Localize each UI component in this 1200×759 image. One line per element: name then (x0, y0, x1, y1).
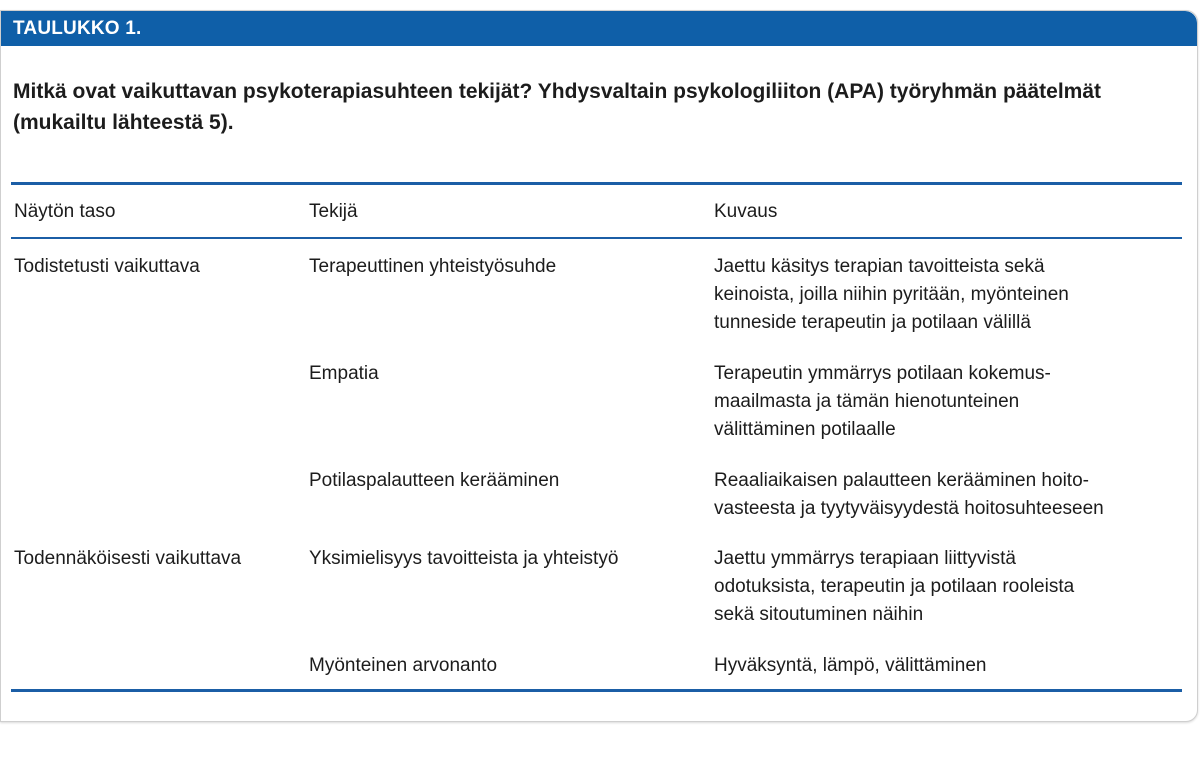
row-4-description (714, 545, 1174, 629)
row-2-factor: Empatia (309, 363, 379, 384)
row-2-description-line-2: maailmasta ja tämän hienotunteinen (714, 391, 1020, 412)
row-4-level: Todennäköisesti vaikuttava (14, 548, 242, 569)
row-1-description (714, 253, 1174, 337)
column-header-factor: Tekijä (309, 201, 358, 222)
row-3-description-line-1: Reaaliaikaisen palautteen kerääminen hoito- (714, 470, 1089, 491)
table-header-bar (1, 11, 1197, 46)
row-4-description-line-2: odotuksista, terapeutin ja potilaan rooleista (714, 576, 1075, 597)
row-1-description-line-1: Jaettu käsitys terapian tavoitteista sekä (714, 256, 1045, 277)
row-3-description-line-2: vasteesta ja tyytyväisyydestä hoitosuhteeseen (714, 498, 1104, 519)
row-2-description-line-1: Terapeutin ymmärrys potilaan kokemus- (714, 363, 1051, 384)
top-rule (11, 182, 1182, 185)
row-1-factor: Terapeuttinen yhteistyösuhde (309, 256, 557, 277)
table-label: TAULUKKO 1. (13, 17, 142, 39)
row-1-description-line-2: keinoista, joilla niihin pyritään, myönteinen (714, 284, 1069, 305)
row-3-factor: Potilaspalautteen kerääminen (309, 470, 560, 491)
row-3-description (714, 467, 1174, 523)
row-4-description-line-3: sekä sitoutuminen näihin (714, 604, 924, 625)
row-1-description-line-3: tunneside terapeutin ja potilaan välillä (714, 312, 1031, 333)
row-5-description (714, 652, 1174, 680)
bottom-rule (11, 689, 1182, 692)
row-2-description-line-3: välittäminen potilaalle (714, 419, 896, 440)
column-header-level: Näytön taso (14, 201, 116, 222)
row-4-description-line-1: Jaettu ymmärrys terapiaan liittyvistä (714, 548, 1016, 569)
table-title: Mitkä ovat vaikuttavan psykoterapiasuhteen tekijät? Yhdysvaltain psykologiliiton (APA) työryhmän päätelmät (mukailtu lähteestä 5). (13, 80, 1102, 134)
row-5-factor: Myönteinen arvonanto (309, 655, 498, 676)
header-rule (11, 237, 1182, 239)
row-5-description-line-1: Hyväksyntä, lämpö, välittäminen (714, 655, 987, 676)
column-header-description: Kuvaus (714, 201, 778, 222)
row-2-description (714, 360, 1174, 444)
row-1-level: Todistetusti vaikuttava (14, 256, 200, 277)
row-4-factor: Yksimielisyys tavoitteista ja yhteistyö (309, 548, 619, 569)
